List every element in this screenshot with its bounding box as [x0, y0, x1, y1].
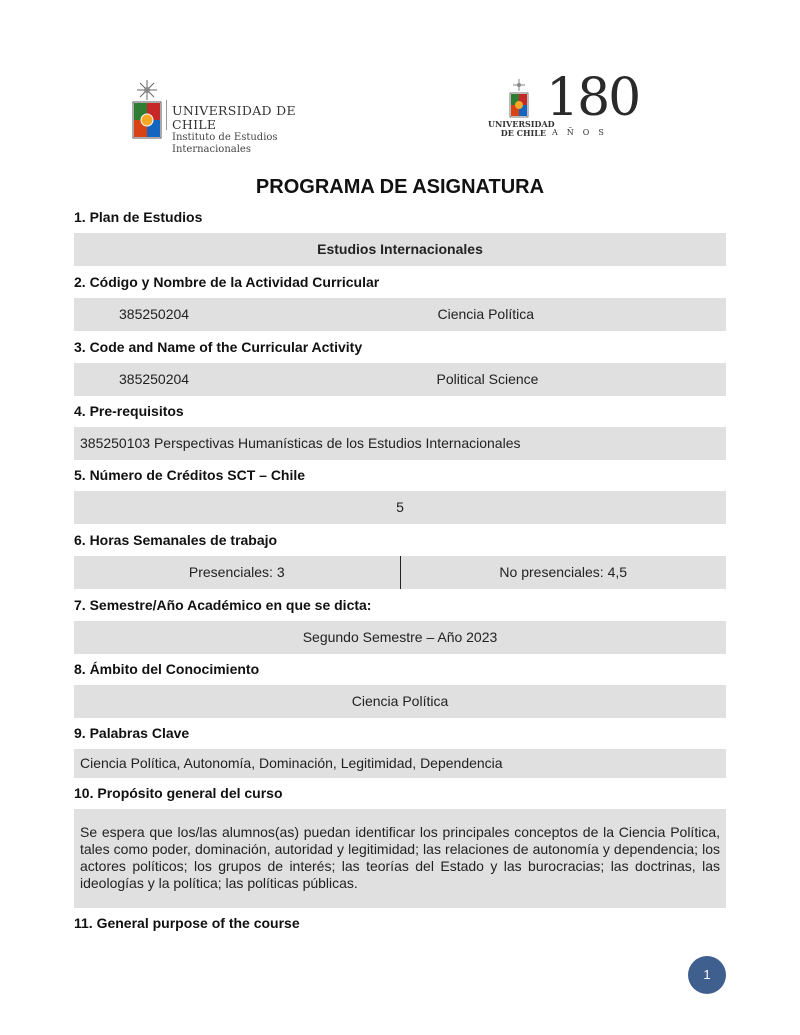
section-heading: 9. Palabras Clave — [74, 725, 190, 741]
credits-value: 5 — [74, 491, 726, 524]
section-prerequisitos — [74, 402, 726, 460]
code-name-row-english — [74, 363, 726, 396]
plan-value: Estudios Internacionales — [74, 233, 726, 266]
institute-name: Instituto de Estudios Internacionales — [172, 132, 278, 155]
section-semestre — [74, 596, 726, 654]
section-heading: 5. Número de Créditos SCT – Chile — [74, 467, 306, 483]
course-code-english: 385250204 — [119, 371, 190, 387]
universidad-de-chile-logo — [130, 78, 340, 155]
180-anniversary-logo — [488, 68, 640, 142]
section-code-name-english — [74, 338, 726, 396]
purpose-text: Se espera que los/las alumnos(as) puedan identificar los principales conceptos de la Ciencia Política, tales como poder, dominación, autoridad y legitimidad; las relaciones de autonomía y dependencia; los actores políticos; los grupos de interés; las teorías del Estado y las burocracias; las doctrinas, las ideologías y la política; las políticas públicas. — [74, 809, 726, 908]
section-codigo-nombre — [74, 273, 726, 331]
page-header — [0, 0, 800, 160]
section-heading: 11. General purpose of the course — [74, 915, 300, 931]
section-horas-semanales — [74, 531, 726, 589]
university-name: UNIVERSIDAD DE CHILE — [172, 103, 296, 132]
section-heading: 4. Pre-requisitos — [74, 403, 184, 419]
section-heading: 2. Código y Nombre de la Actividad Curricular — [74, 274, 380, 290]
section-heading: 6. Horas Semanales de trabajo — [74, 532, 278, 548]
university-crest-icon — [130, 78, 164, 140]
section-palabras-clave — [74, 724, 726, 778]
page-number-badge: 1 — [688, 956, 726, 994]
anniversary-years-label: AÑOS — [552, 128, 613, 137]
section-proposito — [74, 784, 726, 908]
section-general-purpose — [74, 914, 726, 932]
semester-value: Segundo Semestre – Año 2023 — [74, 621, 726, 654]
course-name: Ciencia Política — [437, 306, 534, 322]
course-code: 385250204 — [119, 306, 190, 322]
section-heading: 3. Code and Name of the Curricular Activity — [74, 339, 363, 355]
section-heading: 10. Propósito general del curso — [74, 785, 283, 801]
document-title: PROGRAMA DE ASIGNATURA — [255, 176, 545, 198]
university-crest-small-icon — [508, 78, 530, 118]
hours-row — [74, 556, 726, 589]
section-heading: 7. Semestre/Año Académico en que se dicta: — [74, 597, 372, 613]
hours-presencial: Presenciales: 3 — [74, 556, 401, 589]
section-plan-de-estudios — [74, 208, 726, 266]
course-name-english: Political Science — [436, 371, 539, 387]
section-heading: 8. Ámbito del Conocimiento — [74, 661, 260, 677]
knowledge-area-value: Ciencia Política — [74, 685, 726, 718]
section-heading: 1. Plan de Estudios — [74, 209, 203, 225]
hours-no-presencial: No presenciales: 4,5 — [499, 564, 628, 580]
section-ambito — [74, 660, 726, 718]
anniversary-number: 180 — [546, 68, 640, 128]
code-name-row — [74, 298, 726, 331]
keywords-value: Ciencia Política, Autonomía, Dominación, Legitimidad, Dependencia — [74, 749, 726, 778]
prerequisite-value: 385250103 Perspectivas Humanísticas de los Estudios Internacionales — [74, 427, 726, 460]
section-creditos — [74, 466, 726, 524]
anniversary-university: UNIVERSIDAD DE CHILE — [488, 119, 555, 138]
